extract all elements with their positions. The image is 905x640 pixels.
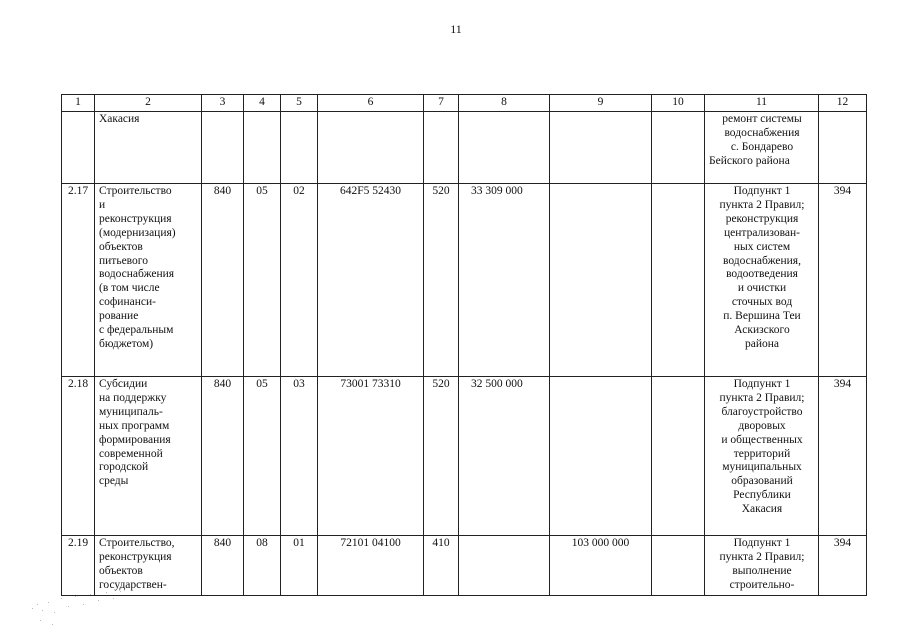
header-cell: 7 (424, 95, 459, 112)
basis-cell (705, 112, 819, 184)
amount-cell-2 (550, 184, 652, 377)
expense-type-cell (424, 112, 459, 184)
header-cell: 3 (202, 95, 244, 112)
section-cell (244, 112, 281, 184)
item-name-line: (в том числе (99, 282, 160, 295)
amount-cell-3 (652, 112, 705, 184)
item-name-line: реконструкция (99, 212, 172, 225)
basis-line: строительно- (729, 578, 795, 591)
basis-line: района (744, 337, 780, 350)
basis-line: водоотведения (726, 268, 798, 281)
subsection-cell: 01 (281, 536, 318, 596)
expense-type-cell: 520 (424, 184, 459, 377)
basis-line: пункта 2 Правил; (719, 550, 805, 563)
basis-line: ных систем (733, 240, 791, 253)
basis-cell (705, 536, 819, 596)
amount-cell-2 (550, 112, 652, 184)
item-name-line: современной (99, 447, 163, 460)
amount-cell (459, 112, 550, 184)
code-cell: 840 (202, 184, 244, 377)
page-number: 11 (450, 22, 462, 36)
row-number-cell (62, 112, 95, 184)
basis-cell (705, 377, 819, 536)
basis-line: ремонт системы (722, 113, 802, 125)
item-name-line: формирования (99, 433, 171, 446)
basis-line: благоустройство (721, 405, 803, 418)
target-article-cell (318, 112, 424, 184)
basis-line: Подпункт 1 (733, 537, 791, 549)
header-cell: 11 (705, 95, 819, 112)
amount-cell-2 (550, 377, 652, 536)
basis-cell (705, 184, 819, 377)
basis-line: Бейского района (709, 154, 790, 167)
table-header-row (62, 95, 867, 112)
item-name-line: софинанси- (99, 296, 156, 309)
header-cell: 9 (550, 95, 652, 112)
subsection-cell: 02 (281, 184, 318, 377)
budget-table (61, 94, 867, 596)
item-name-line: среды (99, 475, 129, 488)
basis-line: и общественных (721, 433, 803, 446)
basis-line: водоснабжения (724, 126, 800, 139)
basis-line: сточных вод (731, 296, 793, 309)
header-cell: 5 (281, 95, 318, 112)
item-name-line: ных программ (99, 419, 170, 432)
item-name-line: на поддержку (99, 391, 167, 404)
amount-cell-2: 103 000 000 (550, 536, 652, 596)
basis-line: п. Вершина Теи (723, 310, 801, 323)
section-cell: 05 (244, 377, 281, 536)
expense-type-cell: 520 (424, 377, 459, 536)
item-name-line: рование (99, 310, 139, 323)
item-name-line: и (99, 198, 106, 211)
item-name-line: Строительство (99, 185, 172, 197)
header-cell: 4 (244, 95, 281, 112)
amount-cell-3 (652, 536, 705, 596)
basis-line: пункта 2 Правил; (719, 198, 805, 211)
item-name-line: Строительство, (99, 537, 175, 549)
header-cell: 12 (819, 95, 867, 112)
item-name-line: бюджетом) (99, 337, 154, 350)
row-number-cell: 2.17 (62, 184, 95, 377)
header-cell: 1 (62, 95, 95, 112)
amount-cell: 32 500 000 (459, 377, 550, 536)
expense-type-cell: 410 (424, 536, 459, 596)
basis-line: и очистки (737, 282, 787, 295)
item-name-line: (модернизация) (99, 226, 176, 239)
page-ref-cell (819, 112, 867, 184)
amount-cell (459, 536, 550, 596)
table-row (62, 112, 867, 184)
amount-cell-3 (652, 377, 705, 536)
table-row (62, 377, 867, 536)
item-name-line: объектов (99, 564, 143, 577)
header-cell: 10 (652, 95, 705, 112)
basis-line: Подпункт 1 (733, 185, 791, 197)
basis-line: централизован- (723, 226, 801, 239)
basis-line: образований (731, 475, 793, 488)
page-ref-cell: 394 (819, 536, 867, 596)
amount-cell-3 (652, 184, 705, 377)
item-name-line: муниципаль- (99, 405, 163, 418)
page-ref-cell: 394 (819, 377, 867, 536)
code-cell (202, 112, 244, 184)
section-cell: 05 (244, 184, 281, 377)
item-name-line: с федеральным (99, 324, 174, 337)
basis-line: пункта 2 Правил; (719, 391, 805, 404)
basis-line: реконструкция (725, 212, 799, 225)
subsection-cell: 03 (281, 377, 318, 536)
row-number-cell: 2.18 (62, 377, 95, 536)
header-cell: 2 (95, 95, 202, 112)
basis-line: дворовых (738, 419, 786, 432)
item-name-cell (95, 112, 202, 184)
item-name-line: питьевого (99, 254, 148, 267)
code-cell: 840 (202, 536, 244, 596)
item-name-cell (95, 536, 202, 596)
table-row (62, 184, 867, 377)
header-cell: 6 (318, 95, 424, 112)
basis-line: муниципальных (722, 461, 802, 474)
amount-cell: 33 309 000 (459, 184, 550, 377)
table-row (62, 536, 867, 596)
item-name-line: реконструкция (99, 550, 172, 563)
item-name-line: государствен- (99, 578, 167, 591)
subsection-cell (281, 112, 318, 184)
scan-artifact (28, 590, 148, 630)
item-name-line: объектов (99, 240, 143, 253)
item-name-cell (95, 184, 202, 377)
basis-line: Хакасия (741, 503, 783, 516)
code-cell: 840 (202, 377, 244, 536)
target-article-cell: 72101 04100 (318, 536, 424, 596)
target-article-cell: 642F5 52430 (318, 184, 424, 377)
basis-line: выполнение (732, 564, 792, 577)
basis-line: Республики (733, 489, 791, 502)
item-name-cell (95, 377, 202, 536)
page-ref-cell: 394 (819, 184, 867, 377)
basis-line: Аскизского (734, 324, 790, 337)
item-name-line: водоснабжения (99, 268, 175, 281)
basis-line: с. Бондарево (730, 140, 794, 153)
row-number-cell: 2.19 (62, 536, 95, 596)
header-cell: 8 (459, 95, 550, 112)
basis-line: водоснабжения, (723, 254, 801, 267)
item-name-line: Субсидии (99, 378, 148, 390)
section-cell: 08 (244, 536, 281, 596)
basis-line: территорий (733, 447, 791, 460)
item-name-line: Хакасия (99, 113, 140, 125)
target-article-cell: 73001 73310 (318, 377, 424, 536)
item-name-line: городской (99, 461, 149, 474)
basis-line: Подпункт 1 (733, 378, 791, 390)
